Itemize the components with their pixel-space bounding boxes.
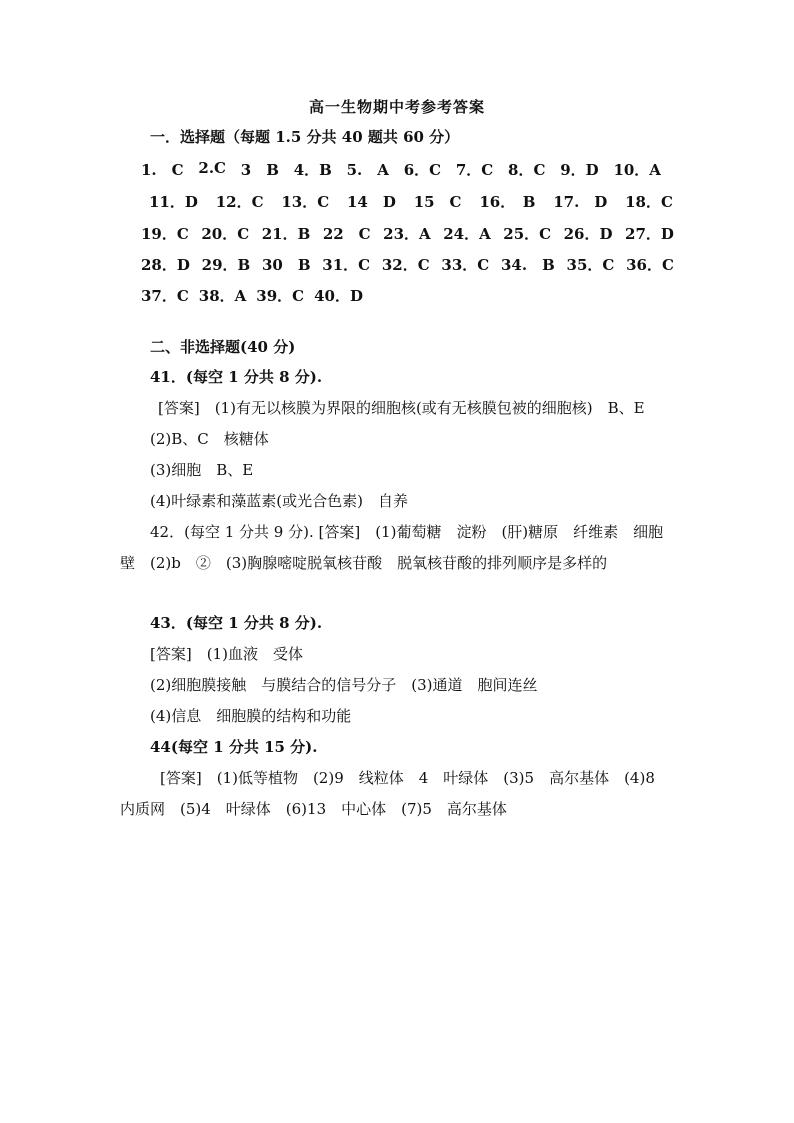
q42-answer-line-2: 壁 (2)b ② (3)胸腺嘧啶脱氧核苷酸 脱氧核苷酸的排列顺序是多样的	[120, 554, 608, 572]
mcq-answer: 27．D	[625, 225, 674, 243]
mcq-answer: 32．C	[381, 256, 430, 274]
mcq-answer: 1. C	[141, 161, 184, 179]
q41-answer-line-3: (3)细胞 B、E	[150, 461, 254, 479]
q41-answer-line-4: (4)叶绿素和藻蓝素(或光合色素) 自养	[150, 492, 408, 510]
q44-answer-line-2: 内质网 (5)4 叶绿体 (6)13 中心体 (7)5 高尔基体	[120, 800, 507, 818]
mcq-heading: 一．选择题（每题 1.5 分共 40 题共 60 分）	[150, 128, 460, 146]
mcq-answer: 7．C	[455, 161, 494, 179]
mcq-answer: 37．C	[141, 287, 189, 305]
q41-answer-line-2: (2)B、C 核糖体	[150, 430, 269, 448]
q42-answer-line-1: 42．(每空 1 分共 9 分). [答案] (1)葡萄糖 淀粉 (肝)糖原 纤维素 细胞	[150, 523, 664, 541]
q44-answer-line-1: [答案] (1)低等植物 (2)9 线粒体 4 叶绿体 (3)5 高尔基体 (4)8	[160, 769, 655, 787]
mcq-answer: 10．A	[613, 161, 661, 179]
mcq-answer: 36．C	[626, 256, 674, 274]
q41-heading: 41．(每空 1 分共 8 分).	[150, 368, 323, 386]
mcq-answer: 13．C	[281, 193, 330, 211]
mcq-answer: 4．B	[293, 161, 332, 179]
q41-answer-line-1: [答案] (1)有无以核膜为界限的细胞核(或有无核膜包被的细胞核) B、E	[158, 399, 645, 417]
mcq-answer: 3 B	[240, 161, 279, 179]
mcq-row-4	[141, 254, 674, 275]
mcq-answer: 29．B	[201, 256, 251, 274]
mcq-answer: 28．D	[141, 256, 190, 274]
mcq-answer: 26．D	[563, 225, 613, 243]
q43-answer-line-3: (4)信息 细胞膜的结构和功能	[150, 707, 352, 725]
q43-heading: 43．(每空 1 分共 8 分).	[150, 614, 323, 632]
mcq-answer: 9．D	[560, 161, 599, 179]
mcq-answer: 40．D	[314, 287, 363, 305]
mcq-answer: 16． B	[479, 193, 536, 211]
mcq-row-2	[149, 191, 673, 212]
q43-answer-line-1: [答案] (1)血液 受体	[150, 645, 303, 663]
mcq-answer: 38．A	[198, 287, 247, 305]
mcq-answer: 33．C	[441, 256, 490, 274]
mcq-row-5	[141, 285, 363, 306]
mcq-answer: 18．C	[625, 193, 673, 211]
mcq-answer: 12．C	[215, 193, 264, 211]
mcq-answer: 8．C	[508, 161, 546, 179]
document-title: 高一生物期中考参考答案	[308, 98, 485, 116]
q44-heading: 44(每空 1 分共 15 分).	[150, 738, 318, 756]
mcq-answer: 6．C	[403, 161, 442, 179]
mcq-answer: 23．A	[383, 225, 431, 243]
mcq-answer: 39．C	[256, 287, 305, 305]
mcq-answer: 21．B	[261, 225, 311, 243]
mcq-answer: 25．C	[503, 225, 552, 243]
mcq-answer: 34. B	[501, 256, 555, 274]
mcq-answer: 2.C	[198, 159, 226, 177]
non-mcq-heading: 二、非选择题(40 分)	[150, 338, 296, 356]
mcq-answer: 11．D	[149, 193, 198, 211]
mcq-answer: 31．C	[322, 256, 371, 274]
mcq-answer: 5. A	[346, 161, 389, 179]
mcq-answer: 14 D	[346, 193, 396, 211]
mcq-answer: 20．C	[201, 225, 250, 243]
mcq-answer: 30 B	[261, 256, 311, 274]
mcq-answer: 35．C	[566, 256, 615, 274]
mcq-answer: 19．C	[141, 225, 189, 243]
mcq-answer: 22 C	[322, 225, 371, 243]
q43-answer-line-2: (2)细胞膜接触 与膜结合的信号分子 (3)通道 胞间连丝	[150, 676, 538, 694]
mcq-row-3	[141, 223, 674, 244]
mcq-answer: 24．A	[443, 225, 491, 243]
mcq-answer: 15 C	[413, 193, 462, 211]
mcq-answer: 17. D	[553, 193, 608, 211]
mcq-row-1	[141, 159, 661, 180]
